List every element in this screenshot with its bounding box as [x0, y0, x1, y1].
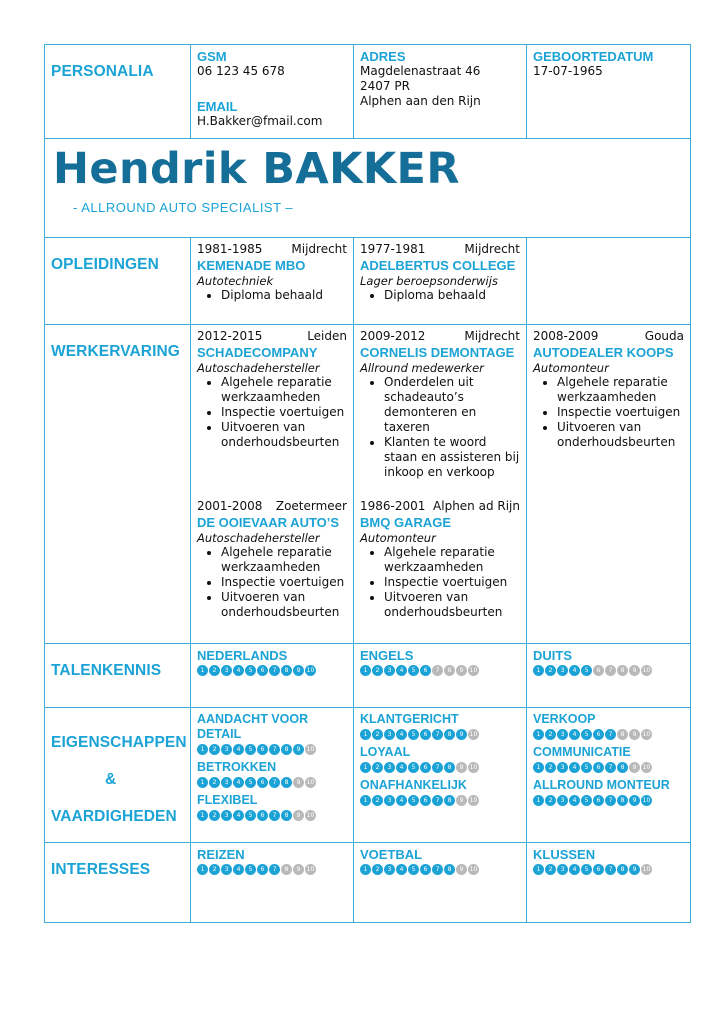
- rating-dot: 6: [593, 795, 604, 806]
- werk-bullet: • Algehele reparatie werkzaamheden: [384, 545, 520, 575]
- rating-dot: 2: [372, 762, 383, 773]
- rating-dot: 2: [372, 795, 383, 806]
- rating-dot: 7: [269, 777, 280, 788]
- rating-dot: 7: [605, 864, 616, 875]
- rating-dot: 3: [384, 762, 395, 773]
- rating-dot: 10: [306, 746, 315, 753]
- werk-company: CORNELIS DEMONTAGE: [360, 345, 515, 360]
- werk-bullet: • Inspectie voertuigen: [557, 405, 684, 420]
- rating-dot: 2: [209, 864, 220, 875]
- rating-dot: 8: [281, 864, 292, 875]
- eigenschappen-title-line1: EIGENSCHAPPEN: [51, 734, 187, 751]
- skill-item: [197, 793, 347, 821]
- rating-dot: 4: [233, 665, 244, 676]
- rating-dot: 4: [233, 810, 244, 821]
- rating-dot: 3: [384, 864, 395, 875]
- geboorte-value: 17-07-1965: [533, 64, 603, 78]
- rating-dot: 6: [593, 864, 604, 875]
- rating-dots: [197, 665, 347, 676]
- rating-dot: 7: [269, 810, 280, 821]
- rating-dot: 4: [569, 795, 580, 806]
- opleiding-item: [354, 238, 526, 303]
- rating-dot: 3: [221, 665, 232, 676]
- skill-label: KLANTGERICHT: [360, 712, 459, 726]
- candidate-subtitle: - ALLROUND AUTO SPECIALIST –: [73, 200, 294, 215]
- section-opleidingen: OPLEIDINGEN: [51, 256, 159, 273]
- werk-period: 2009-2012: [360, 329, 426, 343]
- section-personalia: PERSONALIA: [51, 63, 154, 80]
- rating-dot: 10: [306, 866, 315, 873]
- skill-label: AANDACHT VOOR DETAIL: [197, 712, 309, 741]
- rating-dot: 10: [306, 812, 315, 819]
- rating-dots: [360, 729, 520, 740]
- adres-line2: 2407 PR: [360, 79, 410, 93]
- rating-dot: 1: [197, 777, 208, 788]
- rating-dots: [197, 777, 347, 788]
- cv-grid: [44, 44, 690, 923]
- eigenschappen-title-line3: VAARDIGHEDEN: [51, 808, 177, 825]
- rating-dot: 7: [269, 665, 280, 676]
- rating-dot: 7: [432, 795, 443, 806]
- rating-dot: 4: [233, 744, 244, 755]
- rating-dot: 3: [557, 762, 568, 773]
- opleiding-place: Mijdrecht: [464, 242, 520, 256]
- email-label: EMAIL: [197, 99, 238, 114]
- opleiding-period: 1977-1981: [360, 242, 426, 256]
- email-value: H.Bakker@fmail.com: [197, 114, 323, 128]
- werk-bullet: • Uitvoeren van onderhoudsbeurten: [221, 420, 347, 450]
- rating-dot: 8: [617, 665, 628, 676]
- adres-label: ADRES: [360, 49, 406, 64]
- werk-bullet: • Uitvoeren van onderhoudsbeurten: [221, 590, 347, 620]
- rating-dot: 6: [257, 777, 268, 788]
- werk-company: DE OOIEVAAR AUTO’S: [197, 515, 340, 530]
- werk-role: Automonteur: [360, 531, 436, 545]
- rating-dot: 7: [432, 762, 443, 773]
- werk-bullet: • Inspectie voertuigen: [384, 575, 520, 590]
- rating-dot: 6: [420, 665, 431, 676]
- rating-dot: 9: [456, 729, 467, 740]
- interesse-label: VOETBAL: [360, 847, 423, 862]
- skill-item: [533, 712, 684, 740]
- adres-line1: Magdelenastraat 46: [360, 64, 481, 78]
- rating-dot: 10: [469, 797, 478, 804]
- rating-dot: 10: [469, 667, 478, 674]
- rating-dots: [197, 810, 347, 821]
- rating-dot: 8: [281, 810, 292, 821]
- opleiding-item: [191, 238, 353, 303]
- werk-period: 1986-2001: [360, 499, 426, 513]
- rating-dot: 5: [581, 795, 592, 806]
- werk-item: [197, 499, 347, 620]
- rating-dot: 5: [408, 795, 419, 806]
- werk-item: [360, 329, 520, 480]
- werk-role: Allround medewerker: [360, 361, 484, 375]
- geboorte-label: GEBOORTEDATUM: [533, 49, 654, 64]
- rating-dot: 5: [245, 864, 256, 875]
- rating-dot: 6: [593, 665, 604, 676]
- adres-line3: Alphen aan den Rijn: [360, 94, 481, 108]
- rating-dot: 2: [545, 729, 556, 740]
- skill-label: FLEXIBEL: [197, 793, 258, 807]
- rating-dot: 1: [533, 729, 544, 740]
- rating-dots: [360, 762, 520, 773]
- rating-dot: 4: [396, 762, 407, 773]
- werk-place: Mijdrecht: [464, 329, 520, 343]
- gsm-label: GSM: [197, 49, 227, 64]
- taal-label: NEDERLANDS: [197, 648, 288, 663]
- rating-dot: 9: [456, 665, 467, 676]
- opleiding-school: KEMENADE MBO: [197, 258, 306, 273]
- rating-dot: 9: [456, 864, 467, 875]
- rating-dot: 10: [642, 667, 651, 674]
- rating-dot: 3: [221, 810, 232, 821]
- skill-label: ALLROUND MONTEUR: [533, 778, 670, 792]
- interesse-item: [354, 843, 526, 875]
- section-interesses: INTERESSES: [51, 861, 151, 878]
- rating-dot: 8: [281, 777, 292, 788]
- rating-dot: 7: [605, 795, 616, 806]
- eigenschappen-title-line2: &: [105, 771, 117, 788]
- rating-dot: 3: [384, 665, 395, 676]
- rating-dot: 6: [257, 864, 268, 875]
- rating-dot: 5: [245, 665, 256, 676]
- rating-dot: 7: [605, 729, 616, 740]
- werk-place: Leiden: [307, 329, 347, 343]
- rating-dot: 2: [372, 864, 383, 875]
- rating-dots: [533, 795, 684, 806]
- rating-dot: 8: [444, 864, 455, 875]
- werk-role: Automonteur: [533, 361, 609, 375]
- rating-dot: 9: [456, 762, 467, 773]
- rating-dots: [360, 795, 520, 806]
- werk-role: Autoschadehersteller: [197, 361, 320, 375]
- werk-bullet: • Uitvoeren van onderhoudsbeurten: [557, 420, 684, 450]
- rating-dot: 8: [281, 744, 292, 755]
- rating-dot: 1: [360, 864, 371, 875]
- taal-item: [191, 644, 353, 676]
- rating-dot: 2: [545, 864, 556, 875]
- werk-bullet: • Algehele reparatie werkzaamheden: [221, 375, 347, 405]
- werk-place: Alphen ad Rijn: [433, 499, 520, 513]
- skill-label: COMMUNICATIE: [533, 745, 631, 759]
- rating-dot: 10: [469, 764, 478, 771]
- rating-dot: 3: [384, 795, 395, 806]
- werk-bullet: • Algehele reparatie werkzaamheden: [221, 545, 347, 575]
- rating-dot: 2: [545, 665, 556, 676]
- rating-dot: 4: [569, 864, 580, 875]
- rating-dot: 6: [593, 762, 604, 773]
- rating-dot: 10: [306, 667, 315, 674]
- rating-dot: 3: [557, 729, 568, 740]
- rating-dot: 1: [360, 795, 371, 806]
- rating-dot: 10: [469, 731, 478, 738]
- rating-dot: 10: [642, 731, 651, 738]
- rating-dot: 2: [372, 665, 383, 676]
- rating-dot: 2: [209, 665, 220, 676]
- skill-item: [533, 745, 684, 773]
- rating-dots: [197, 744, 347, 755]
- rating-dot: 9: [293, 665, 304, 676]
- rating-dot: 8: [617, 729, 628, 740]
- rating-dot: 5: [408, 665, 419, 676]
- rating-dot: 3: [221, 744, 232, 755]
- rating-dot: 7: [432, 729, 443, 740]
- rating-dot: 5: [408, 864, 419, 875]
- skill-label: ONAFHANKELIJK: [360, 778, 467, 792]
- rating-dot: 7: [605, 665, 616, 676]
- rating-dot: 3: [221, 777, 232, 788]
- rating-dot: 5: [581, 864, 592, 875]
- interesse-item: [527, 843, 690, 875]
- rating-dots: [197, 864, 347, 875]
- rating-dot: 8: [617, 762, 628, 773]
- rating-dot: 6: [593, 729, 604, 740]
- werk-company: BMQ GARAGE: [360, 515, 451, 530]
- rating-dot: 2: [545, 795, 556, 806]
- taal-label: DUITS: [533, 648, 572, 663]
- rating-dot: 9: [293, 864, 304, 875]
- rating-dot: 4: [233, 864, 244, 875]
- rating-dot: 5: [408, 762, 419, 773]
- werk-item: [197, 329, 347, 450]
- rating-dot: 7: [269, 864, 280, 875]
- rating-dot: 7: [605, 762, 616, 773]
- rating-dot: 2: [209, 744, 220, 755]
- rating-dot: 2: [209, 777, 220, 788]
- rating-dot: 7: [432, 864, 443, 875]
- rating-dot: 8: [281, 665, 292, 676]
- opleiding-bullet: • Diploma behaald: [221, 288, 347, 303]
- interesse-label: KLUSSEN: [533, 847, 596, 862]
- werk-bullet: • Inspectie voertuigen: [221, 575, 347, 590]
- rating-dot: 6: [257, 665, 268, 676]
- rating-dot: 10: [306, 779, 315, 786]
- rating-dot: 9: [629, 729, 640, 740]
- rating-dot: 4: [396, 795, 407, 806]
- rating-dot: 6: [420, 864, 431, 875]
- rating-dot: 10: [642, 797, 651, 804]
- rating-dot: 9: [293, 777, 304, 788]
- rating-dot: 1: [533, 864, 544, 875]
- rating-dot: 1: [197, 810, 208, 821]
- rating-dot: 7: [432, 665, 443, 676]
- rating-dots: [533, 665, 684, 676]
- rating-dot: 6: [420, 729, 431, 740]
- opleiding-school: ADELBERTUS COLLEGE: [360, 258, 516, 273]
- skill-label: VERKOOP: [533, 712, 596, 726]
- werk-bullet: • Uitvoeren van onderhoudsbeurten: [384, 590, 520, 620]
- rating-dot: 5: [245, 744, 256, 755]
- werk-company: AUTODEALER KOOPS: [533, 345, 674, 360]
- taal-item: [354, 644, 526, 676]
- gsm-value: 06 123 45 678: [197, 64, 285, 78]
- interesse-item: [191, 843, 353, 875]
- rating-dot: 9: [629, 795, 640, 806]
- rating-dot: 9: [629, 665, 640, 676]
- rating-dot: 9: [293, 810, 304, 821]
- rating-dot: 6: [257, 810, 268, 821]
- rating-dot: 2: [372, 729, 383, 740]
- rating-dots: [360, 864, 520, 875]
- rating-dot: 2: [545, 762, 556, 773]
- rating-dot: 3: [557, 665, 568, 676]
- rating-dot: 4: [569, 665, 580, 676]
- werk-period: 2012-2015: [197, 329, 263, 343]
- werk-period: 2001-2008: [197, 499, 263, 513]
- rating-dot: 8: [444, 665, 455, 676]
- werk-bullet: • Klanten te woord staan en assisteren bij inkoop en verkoop: [384, 435, 520, 480]
- opleiding-bullet: • Diploma behaald: [384, 288, 520, 303]
- werk-role: Autoschadehersteller: [197, 531, 320, 545]
- skill-label: LOYAAL: [360, 745, 411, 759]
- rating-dot: 6: [257, 744, 268, 755]
- werk-bullet: • Algehele reparatie werkzaamheden: [557, 375, 684, 405]
- rating-dot: 10: [642, 866, 651, 873]
- rating-dot: 9: [629, 762, 640, 773]
- rating-dot: 8: [444, 729, 455, 740]
- section-eigenschappen: [45, 708, 190, 835]
- interesse-label: REIZEN: [197, 847, 245, 862]
- werk-bullet: • Inspectie voertuigen: [221, 405, 347, 420]
- skill-label: BETROKKEN: [197, 760, 277, 774]
- rating-dot: 5: [581, 729, 592, 740]
- werk-bullet: • Onderdelen uit schadeauto’s demonteren en taxeren: [384, 375, 520, 435]
- rating-dot: 4: [569, 762, 580, 773]
- rating-dot: 5: [408, 729, 419, 740]
- rating-dot: 6: [420, 795, 431, 806]
- taal-item: [527, 644, 690, 676]
- rating-dots: [533, 864, 684, 875]
- rating-dot: 10: [469, 866, 478, 873]
- skill-item: [533, 778, 684, 806]
- section-werkervaring: WERKERVARING: [51, 343, 180, 360]
- rating-dot: 6: [420, 762, 431, 773]
- rating-dot: 10: [642, 764, 651, 771]
- rating-dot: 9: [293, 744, 304, 755]
- taal-label: ENGELS: [360, 648, 414, 663]
- rating-dot: 2: [209, 810, 220, 821]
- rating-dot: 9: [629, 864, 640, 875]
- section-talenkennis: TALENKENNIS: [51, 662, 162, 679]
- rating-dot: 1: [360, 729, 371, 740]
- candidate-name: Hendrik BAKKER: [53, 144, 460, 194]
- werk-item: [360, 499, 520, 620]
- rating-dot: 5: [245, 777, 256, 788]
- rating-dot: 5: [245, 810, 256, 821]
- rating-dot: 1: [533, 762, 544, 773]
- rating-dot: 4: [396, 729, 407, 740]
- rating-dot: 4: [396, 665, 407, 676]
- rating-dots: [533, 729, 684, 740]
- rating-dot: 4: [396, 864, 407, 875]
- rating-dot: 7: [269, 744, 280, 755]
- rating-dot: 5: [581, 665, 592, 676]
- rating-dot: 8: [444, 795, 455, 806]
- rating-dot: 1: [533, 665, 544, 676]
- skill-item: [360, 745, 520, 773]
- skill-item: [197, 712, 347, 755]
- rating-dot: 3: [384, 729, 395, 740]
- rating-dot: 8: [617, 795, 628, 806]
- opleiding-course: Autotechniek: [197, 274, 274, 288]
- rating-dot: 1: [197, 665, 208, 676]
- rating-dot: 4: [569, 729, 580, 740]
- rating-dot: 3: [557, 864, 568, 875]
- opleiding-period: 1981-1985: [197, 242, 263, 256]
- rating-dot: 8: [444, 762, 455, 773]
- rating-dot: 9: [456, 795, 467, 806]
- rating-dot: 1: [360, 665, 371, 676]
- skill-item: [197, 760, 347, 788]
- rating-dot: 1: [197, 744, 208, 755]
- rating-dot: 3: [557, 795, 568, 806]
- skill-item: [360, 778, 520, 806]
- skill-item: [360, 712, 520, 740]
- rating-dot: 1: [360, 762, 371, 773]
- werk-place: Gouda: [644, 329, 684, 343]
- opleiding-place: Mijdrecht: [291, 242, 347, 256]
- rating-dots: [360, 665, 520, 676]
- rating-dot: 1: [197, 864, 208, 875]
- rating-dot: 5: [581, 762, 592, 773]
- rating-dot: 4: [233, 777, 244, 788]
- opleiding-course: Lager beroepsonderwijs: [360, 274, 498, 288]
- werk-item: [533, 329, 684, 450]
- werk-company: SCHADECOMPANY: [197, 345, 318, 360]
- rating-dot: 1: [533, 795, 544, 806]
- rating-dot: 3: [221, 864, 232, 875]
- rating-dots: [533, 762, 684, 773]
- werk-period: 2008-2009: [533, 329, 599, 343]
- werk-place: Zoetermeer: [275, 499, 347, 513]
- rating-dot: 8: [617, 864, 628, 875]
